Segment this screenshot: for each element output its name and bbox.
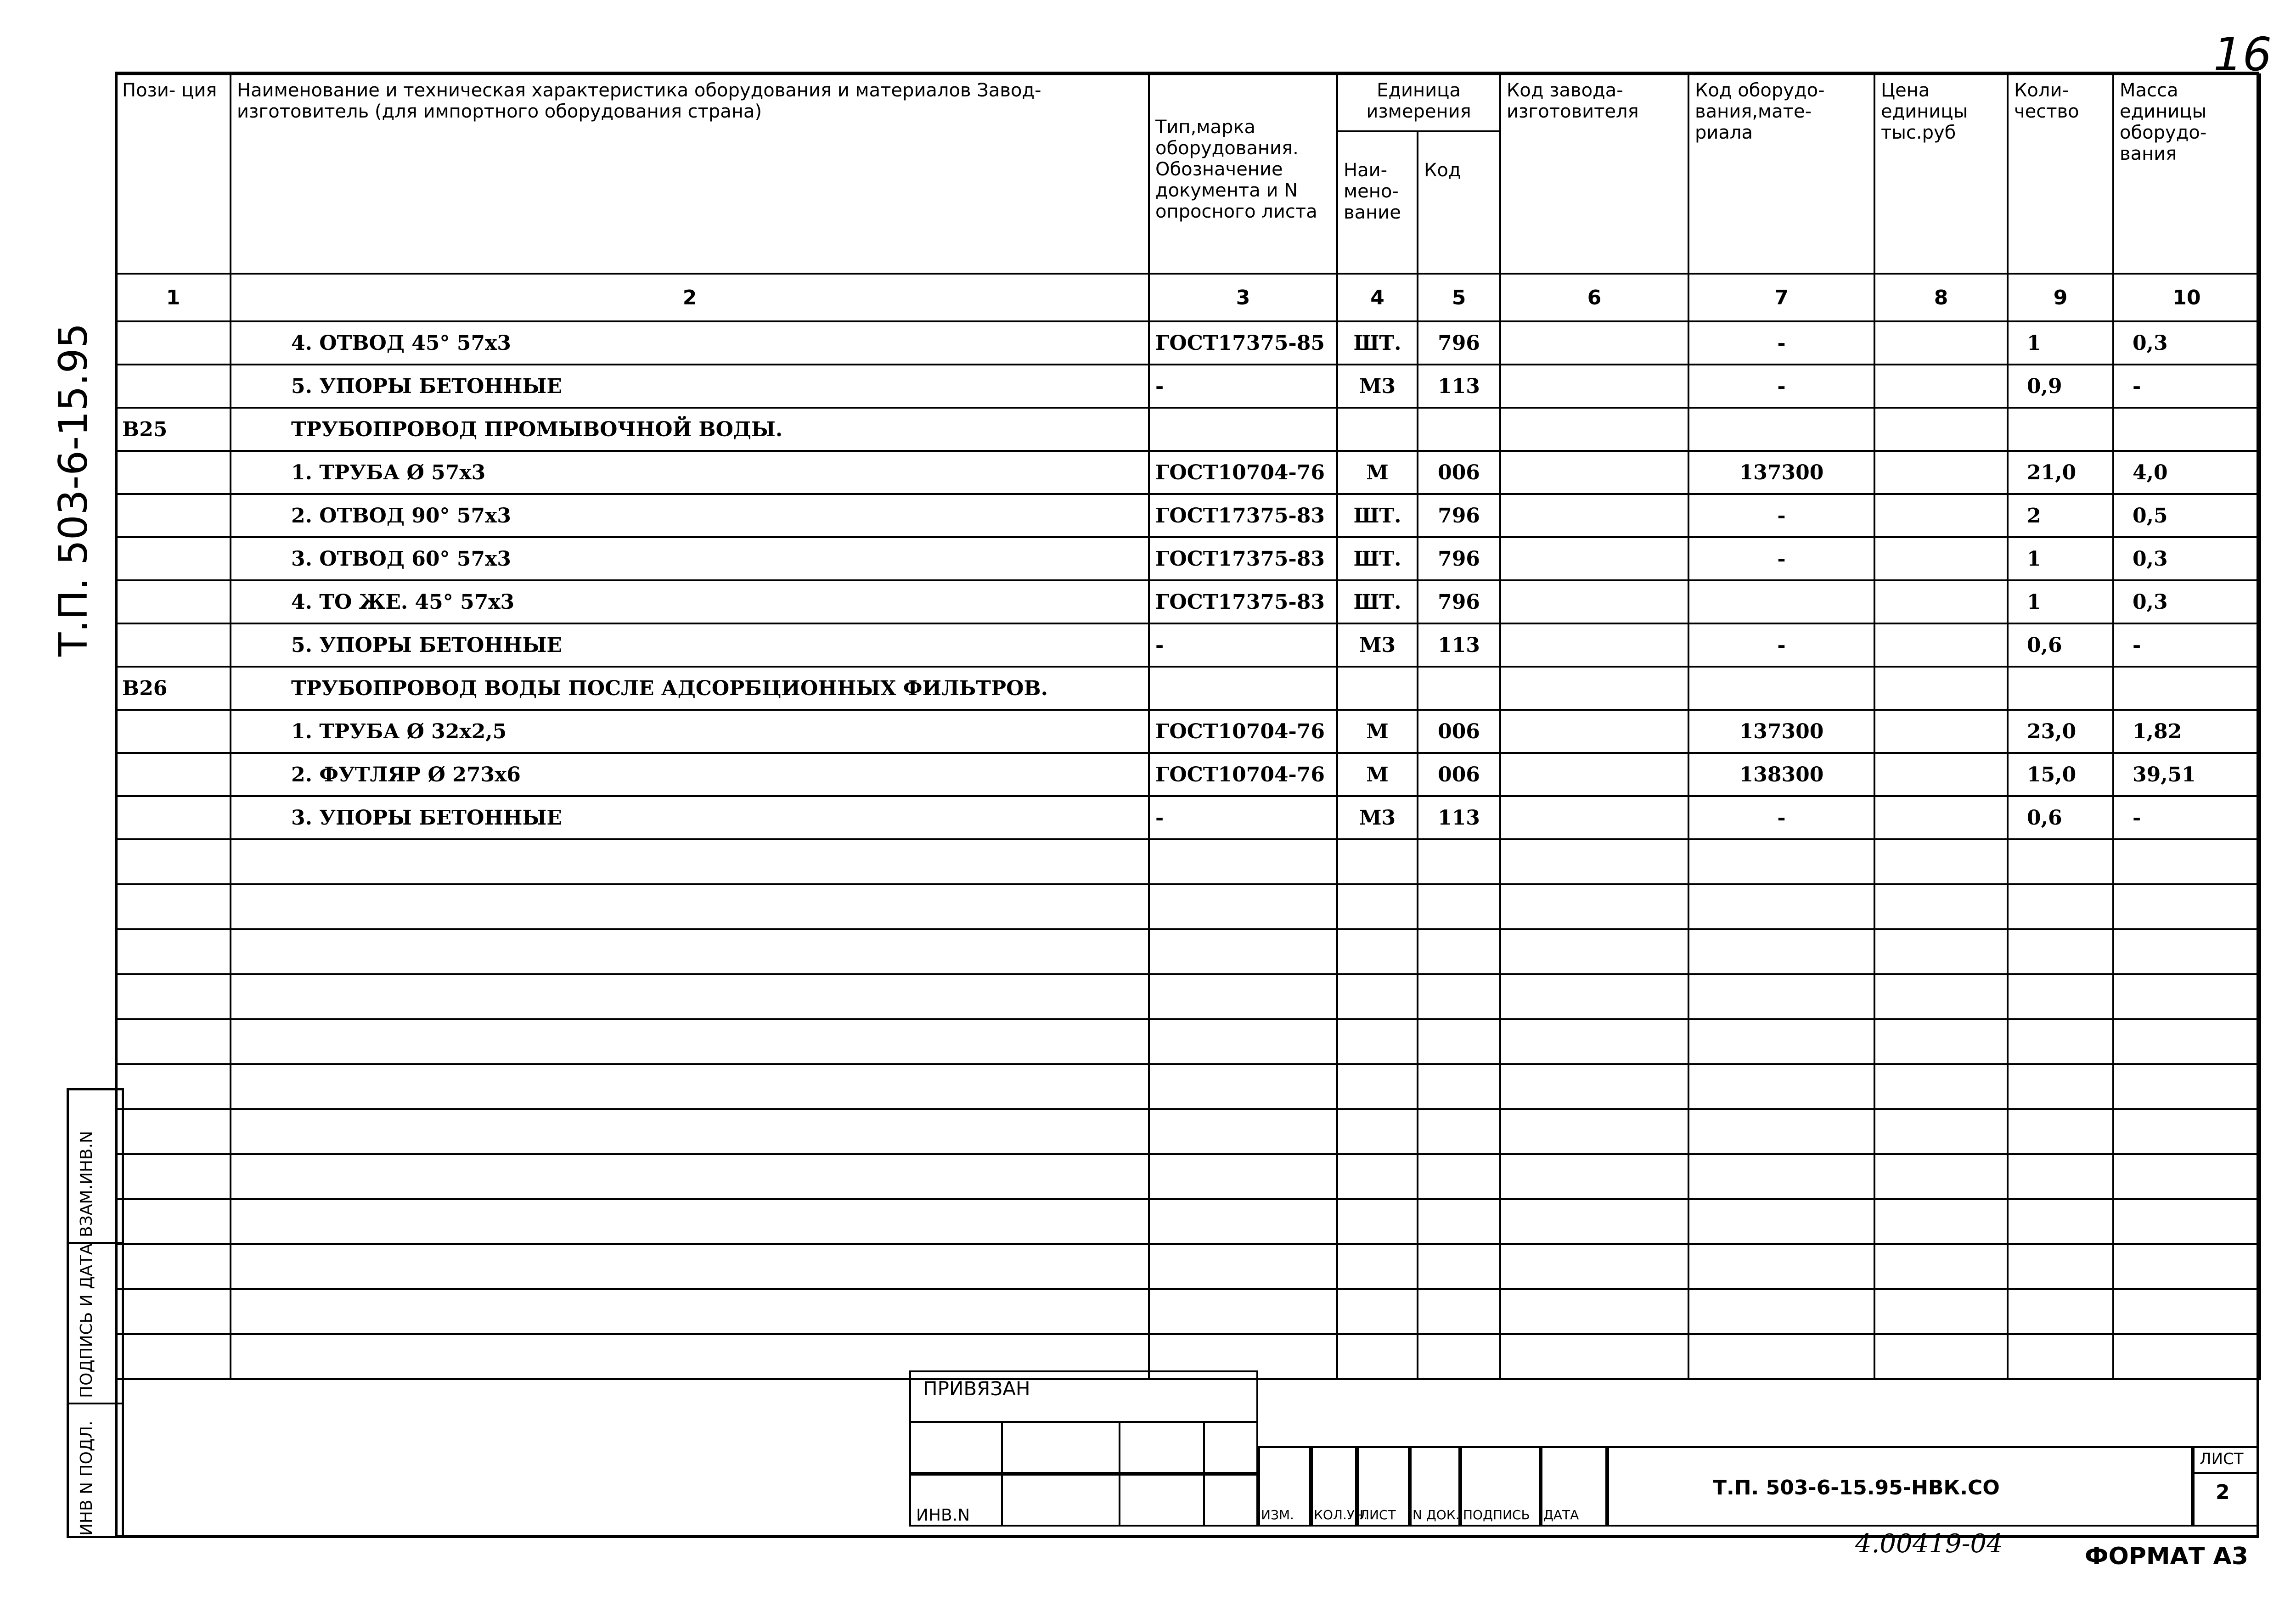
cell-code: 113 [1418, 796, 1500, 839]
column-number: 4 [1337, 274, 1418, 321]
revision-column-label: ЛИСТ [1360, 1507, 1396, 1522]
header-material-code: Код оборудо- вания,мате- риала [1688, 74, 1874, 274]
column-number: 2 [231, 274, 1149, 321]
cell-name: 1. ТРУБА Ø 57x3 [231, 451, 1149, 494]
cell-type: ГОСТ17375-83 [1149, 537, 1337, 580]
header-name: Наименование и техническая характеристика оборудования и материалов Завод-изготовитель (для импортного оборудования страна) [231, 74, 1149, 274]
revision-column-label: КОЛ.УЧ. [1314, 1507, 1368, 1522]
cell-type: ГОСТ10704-76 [1149, 710, 1337, 753]
cell-code: 796 [1418, 537, 1500, 580]
column-number: 9 [2008, 274, 2113, 321]
cell-name: 4. ОТВОД 45° 57x3 [231, 321, 1149, 365]
cell-mat: - [1688, 796, 1874, 839]
sheet-frame [115, 73, 2259, 1538]
handwritten-inventory: 4.00419-04 [1855, 1529, 2003, 1559]
cell-code: 113 [1418, 365, 1500, 408]
cell-qty: 0,9 [2008, 365, 2113, 408]
cell-name: 5. УПОРЫ БЕТОННЫЕ [231, 365, 1149, 408]
cell-mat: - [1688, 623, 1874, 667]
cell-type: ГОСТ17375-85 [1149, 321, 1337, 365]
cell-unit: ШТ. [1337, 537, 1418, 580]
column-number: 7 [1688, 274, 1874, 321]
cell-name: 2. ОТВОД 90° 57x3 [231, 494, 1149, 537]
cell-unit: М3 [1337, 623, 1418, 667]
cell-unit: ШТ. [1337, 494, 1418, 537]
cell-unit: М [1337, 451, 1418, 494]
header-factory-code: Код завода- изготовителя [1500, 74, 1688, 274]
cell-mass: 39,51 [2113, 753, 2260, 796]
cell-code: 796 [1418, 580, 1500, 623]
cell-name: 1. ТРУБА Ø 32x2,5 [231, 710, 1149, 753]
cell-qty: 0,6 [2008, 623, 2113, 667]
header-unit-code: Код [1418, 131, 1500, 274]
cell-name: 3. УПОРЫ БЕТОННЫЕ [231, 796, 1149, 839]
cell-mat: - [1688, 365, 1874, 408]
cell-pos: В25 [116, 408, 231, 451]
cell-qty: 23,0 [2008, 710, 2113, 753]
cell-mat: - [1688, 494, 1874, 537]
column-number: 5 [1418, 274, 1500, 321]
cell-name: 4. ТО ЖЕ. 45° 57x3 [231, 580, 1149, 623]
cell-mass: - [2113, 623, 2260, 667]
header-price: Цена единицы тыс.руб [1874, 74, 2008, 274]
cell-mat: - [1688, 321, 1874, 365]
cell-unit: М [1337, 710, 1418, 753]
cell-qty: 1 [2008, 580, 2113, 623]
header-quantity: Коли- чество [2008, 74, 2113, 274]
cell-type: - [1149, 623, 1337, 667]
cell-mass: - [2113, 365, 2260, 408]
cell-mass: 0,5 [2113, 494, 2260, 537]
signature-date-label: ПОДПИСЬ И ДАТА [77, 1243, 96, 1398]
cell-qty: 2 [2008, 494, 2113, 537]
column-number: 8 [1874, 274, 2008, 321]
cell-type: - [1149, 796, 1337, 839]
revision-column-label: ПОДПИСЬ [1463, 1507, 1530, 1522]
cell-code: 796 [1418, 494, 1500, 537]
header-unit-group: Единица измерения [1337, 74, 1500, 131]
cell-qty: 1 [2008, 321, 2113, 365]
cell-mat: 138300 [1688, 753, 1874, 796]
cell-unit: ШТ. [1337, 321, 1418, 365]
column-number: 3 [1149, 274, 1337, 321]
bound-label: ПРИВЯЗАН [923, 1377, 1030, 1400]
header-unit-name: Наи- мено- вание [1337, 131, 1418, 274]
cell-unit: М3 [1337, 365, 1418, 408]
header-position: Пози- ция [116, 74, 231, 274]
cell-pos: В26 [116, 667, 231, 710]
header-mass: Масса единицы оборудо- вания [2113, 74, 2260, 274]
cell-qty: 0,6 [2008, 796, 2113, 839]
cell-unit: М [1337, 753, 1418, 796]
sheet-number: 16 [2213, 28, 2272, 81]
inv-original-label: ИНВ N ПОДЛ. [77, 1420, 96, 1536]
vzam-label: ВЗАМ.ИНВ.N [77, 1131, 96, 1237]
cell-code: 006 [1418, 710, 1500, 753]
cell-mass: 4,0 [2113, 451, 2260, 494]
cell-unit: ШТ. [1337, 580, 1418, 623]
column-number: 10 [2113, 274, 2260, 321]
cell-mat: - [1688, 537, 1874, 580]
cell-name: 3. ОТВОД 60° 57x3 [231, 537, 1149, 580]
cell-type: ГОСТ10704-76 [1149, 753, 1337, 796]
cell-mass: - [2113, 796, 2260, 839]
cell-mat: 137300 [1688, 710, 1874, 753]
sheet-label: ЛИСТ [2200, 1450, 2244, 1468]
cell-code: 006 [1418, 451, 1500, 494]
document-designation: Т.П. 503-6-15.95-НВК.СО [1713, 1476, 2000, 1499]
side-project-code: Т.П. 503-6-15.95 [51, 323, 96, 657]
cell-type: - [1149, 365, 1337, 408]
cell-type: ГОСТ17375-83 [1149, 494, 1337, 537]
cell-name: ТРУБОПРОВОД ВОДЫ ПОСЛЕ АДСОРБЦИОННЫХ ФИЛЬТРОВ. [231, 667, 1149, 710]
sheet-value: 2 [2216, 1481, 2230, 1504]
cell-code: 113 [1418, 623, 1500, 667]
inventory-number-label: ИНВ.N [916, 1506, 970, 1525]
cell-type: ГОСТ17375-83 [1149, 580, 1337, 623]
revision-column-label: N ДОК. [1412, 1507, 1460, 1522]
cell-mass: 0,3 [2113, 580, 2260, 623]
cell-mass: 1,82 [2113, 710, 2260, 753]
cell-qty: 21,0 [2008, 451, 2113, 494]
column-number: 1 [116, 274, 231, 321]
cell-name: 2. ФУТЛЯР Ø 273x6 [231, 753, 1149, 796]
header-type: Тип,марка оборудования. Обозначение документа и N опросного листа [1149, 74, 1337, 274]
cell-mass: 0,3 [2113, 537, 2260, 580]
cell-mass: 0,3 [2113, 321, 2260, 365]
cell-code: 006 [1418, 753, 1500, 796]
revision-column-label: ИЗМ. [1261, 1507, 1294, 1522]
format-label: ФОРМАТ А3 [2085, 1543, 2248, 1570]
cell-name: ТРУБОПРОВОД ПРОМЫВОЧНОЙ ВОДЫ. [231, 408, 1149, 451]
cell-type: ГОСТ10704-76 [1149, 451, 1337, 494]
cell-unit: М3 [1337, 796, 1418, 839]
column-number: 6 [1500, 274, 1688, 321]
cell-mat: 137300 [1688, 451, 1874, 494]
cell-qty: 15,0 [2008, 753, 2113, 796]
cell-qty: 1 [2008, 537, 2113, 580]
cell-name: 5. УПОРЫ БЕТОННЫЕ [231, 623, 1149, 667]
cell-code: 796 [1418, 321, 1500, 365]
revision-column-label: ДАТА [1543, 1507, 1579, 1522]
